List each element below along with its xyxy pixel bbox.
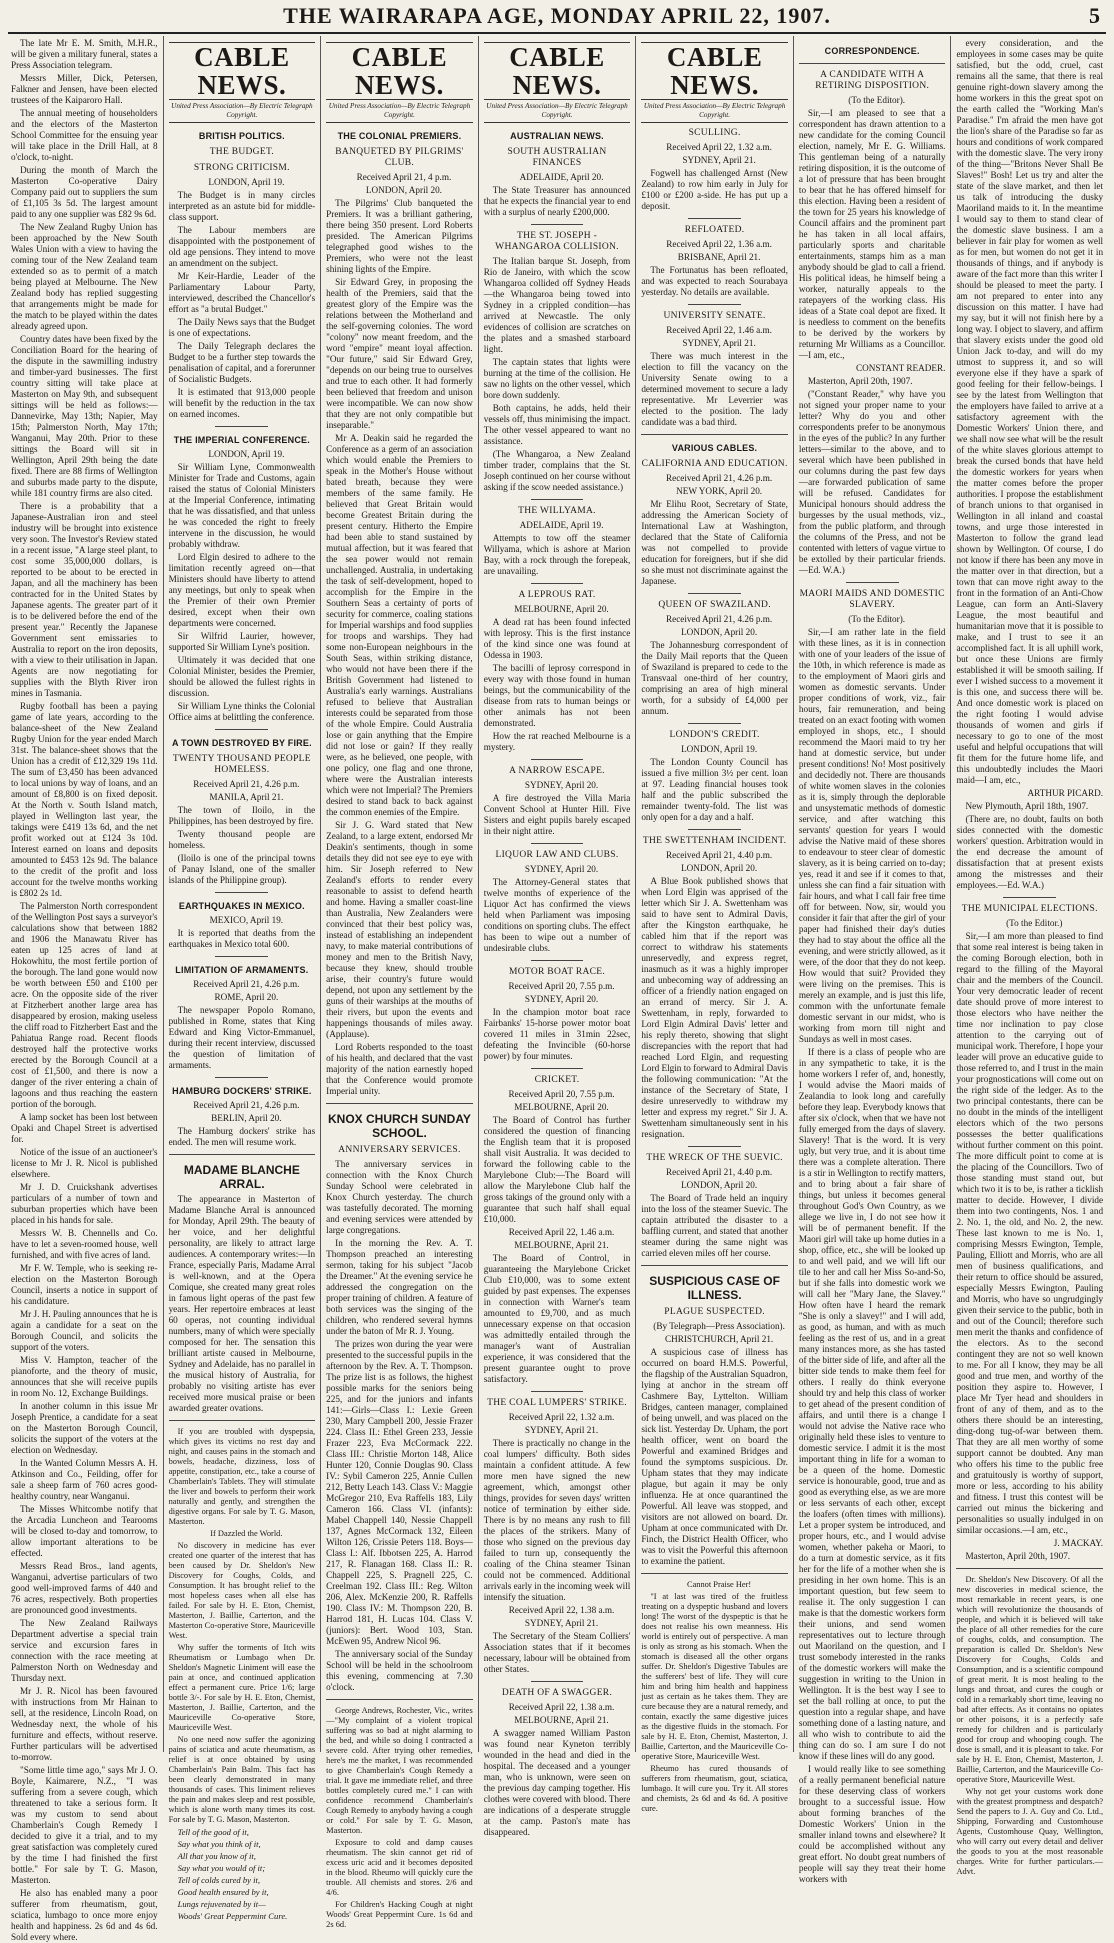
article-body: [641, 1347, 788, 1567]
column-1: [6, 36, 163, 1942]
paragraph: The Hamburg dockers' strike has ended. The men will resume work.: [168, 1126, 316, 1147]
divider: [688, 829, 741, 830]
article-body: [326, 1159, 473, 1693]
paragraph: Miss V. Hampton, teacher of the pianoforte, and the theory of music, announces that she will receive pupils in room No. 12, Exchange Buildings.: [11, 1355, 158, 1398]
section-heading: THE IMPERIAL CONFERENCE.: [173, 435, 310, 445]
cable-news-heading: CABLE NEWS.: [326, 42, 473, 100]
divider: [215, 426, 268, 427]
article-body: [169, 1126, 316, 1148]
paragraph: Messrs Miller, Dick, Petersen, Falkner and Jensen, have been elected trustees of the Kaiparoro Hall.: [11, 73, 158, 105]
article-body: [484, 1253, 631, 1385]
paragraph: During the month of March the Masterton Co-operative Dairy Company paid out to suppliers the sum of £1,105 3s 5d. The largest amount paid to any one supplier was £82 9s 6d.: [11, 165, 158, 219]
columns: [6, 36, 1108, 1942]
divider: [688, 304, 741, 305]
dateline: LONDON, April 20.: [681, 1180, 758, 1190]
paragraph: Mr J. D. Cruickshank advertises particulars of a number of town and suburban properties which have been placed in his hands for sale.: [11, 1182, 158, 1225]
letter-signature: ARTHUR PICARD.: [1027, 788, 1104, 798]
dateline: LONDON, April 20.: [365, 185, 442, 195]
paragraph: There is practically no change in the coal lumpers' difficulty. Both sides maintain a confident attitude. A few more men have signed the new agreement, which, amongst other things, provides for seven days' written notice of termination by either side. There is by no means any rush to fill the places of the strikers. Many of those who signed on the previous day failed to turn up, consequently the coaling of the China steamer Tsinan could not be commenced. Additional arrivals early in the incoming week will intensify the situation.: [483, 1438, 631, 1602]
paragraph: Twenty thousand people are homeless.: [168, 829, 316, 850]
dateline: MEXICO, April 19.: [209, 915, 284, 925]
paragraph: A dead rat has been found infected with leprosy. This is the first instance of the kind since one was found at Odessa in 1903.: [483, 617, 631, 660]
sub-heading: THE COAL LUMPERS' STRIKE.: [487, 1398, 627, 1408]
cable-news-heading: CABLE NEWS.: [169, 42, 316, 100]
article-body: [169, 805, 316, 886]
paragraph: Mr F. W. Temple, who is seeking re-election on the Masterton Borough Council, inserts a notice in support of his candidature.: [11, 1263, 158, 1306]
article-body: [484, 617, 631, 753]
article-body: [169, 190, 316, 420]
cable-news-heading: CABLE NEWS.: [641, 42, 788, 100]
article-body: [641, 351, 788, 428]
divider: [641, 1573, 788, 1574]
received-line: Received April 21, 4 p.m.: [356, 172, 452, 182]
paragraph: In the Wanted Column Messrs A. H. Atkinson and Co., Feilding, offer for sale a sheep farm of 760 acres good-healthy country, near Wanganui.: [11, 1458, 158, 1501]
column-5: [635, 36, 793, 1813]
paragraph: The annual meeting of householders and the electors of the Masterton School Committee for the ensuing year will take place in the Drill Hall, at 8 o'clock, to-night.: [11, 108, 158, 162]
article-body: [484, 256, 631, 493]
paragraph: A fire destroyed the Villa Maria Convent School at Hunter Hill. Five Sisters and eight pupils barely escaped in their night attire.: [483, 793, 631, 836]
sub-heading: CRICKET.: [534, 1075, 580, 1085]
paragraph: Country dates have been fixed by the Conciliation Board for the hearing of the dispute in the sawmilling industry and timber-yard businesses. The first country sitting will take place at Masterton on May 9th, and subsequent sittings will be held as follows:— Dannevirke, May 13th; Napier, May 15th; Palmerston North, May 17th; Wanganui, May 20th. Prior to these sittings the Board will sit in Wellington, April 29th being the date fixed. There are 88 firms of Wellington and suburbs made party to the dispute, while 181 country firms are also cited.: [11, 334, 158, 498]
paragraph: Both captains, he adds, held their vessels off, thus minimising the impact. The other vessel appeared to want no assistance.: [483, 403, 631, 446]
article-body: [641, 876, 788, 1140]
paragraph: There is a probability that a Japanese-Australian iron and steel industry will be brought into existence very soon. The Investor's Review stated in a recent issue, "A large steel plant, to cost some 35,000,000 dollars, is reported to be about to be erected in Japan, and all the machinery has been contracted for in the United States by Japanese agents. The greater part of it is to be delivered before the end of the present year." Recently the Japanese Government sent emissaries to Australia to report on the iron deposits, with a view to their utilisation in Japan. Agents are now negotiating for supplies with the Blyth River iron mines in Tasmania.: [11, 501, 158, 698]
paragraph: every consideration, and the employees in some cases may be quite satisfied, but the odd, cruel, cast remains all the same, that there is real genuine right-down slavery among the home workers in this the great spot on the earth called the "Working Man's Paradise." I'm afraid the men have got the lion's share of the Paradise so far as hours and conditions of work compared with the domestic slave. The very irony of the thing—"Britons Never Shall Be Slaves!" Bosh! Let us try and alter the state of the slave market, and then let us talk of introducing the dusky Maoriland maids to it. In the meantime I would say to them to stand clear of the domestic slave business. I am a believer in fair play for women as well as for men, but women do not get it in thousands of things, and if anybody is aware of the fact more than this writer I should be pleased to meet the party. I am not prepared to enter into any discussion on this matter. I have had my say, but it will not finish here by a long way. I object to slavery, and affirm that slavery exists under the good old Union Jack to-day, and will do my utmost to suppress it, and so will everyone else if they have a spark of good feeling for their fellow-beings. I see by the latest from Wellington that the employers have failed to arrive at a satisfactory agreement with the Domestic Workers' Union there, and we shall now see what will be the result of the white slaves glorious attempt to break the cursed bonds that have held the domestic workers for years when the matter comes before the proper authorities. I propose the establishment of branch unions to that organised in Wellington in all inland and coastal towns, and urge those interested in Masterton to follow the grand lead shown by Wellington. Of course, I do not know if there has been any move in the matter over in that direction, but a town that can move right away to the front in the formation of an Anti-Chow League, can form an Anti-Slavery League, the most beautiful and humanitarian move that it is possible to make, and I trust to see it an accomplished fact. It is all uphill work, but once these Unions are firmly established it will be smooth sailing. If ever I wished success to a movement it is this one, and success there will be. And once domestic work is placed on the right footing I would advise thousands of women and girls if necessary to go to one of the most useful and helpful occupations that will fit them for the future home life, and this undoubtedly includes the Maori maid—I am, etc.,: [956, 38, 1104, 785]
sub-heading: SOUTH AUSTRALIAN FINANCES: [507, 147, 607, 168]
paragraph: (Iloilo is one of the principal towns of Panay Island, one of the smaller islands of the Philippine group).: [168, 853, 316, 885]
cable-copyright-line: United Press Association—By Electric Telegraph Copyright.: [326, 102, 473, 123]
article-body: [484, 877, 631, 954]
sub-heading: SCULLING.: [688, 128, 741, 138]
dateline: ROME, April 20.: [214, 992, 279, 1002]
divider: [215, 956, 268, 957]
paragraph: Lord Roberts responded to the toast of his health, and declared that the vast majority of the nation earnestly hoped that the Conference would promote Imperial unity.: [326, 1042, 473, 1096]
divider: [531, 960, 584, 961]
paragraph: A lamp socket has been lost between Opaki and Chapel Street is advertised for.: [11, 1112, 158, 1144]
dateline: LONDON, April 19.: [208, 449, 285, 459]
paragraph: The anniversary services in connection with the Knox Church Sunday School were celebrated in Knox Church yesterday. The church was tastefully decorated. The morning and evening services were attended by large congregations.: [326, 1159, 473, 1235]
paragraph: Lord Elgin desired to adhere to the limitation recently agreed on—that Ministers should have liberty to attend any meetings, but only to speak when the Premier of their own Premier desired, except when their own departments were concerned.: [168, 552, 316, 628]
paragraph: The bacilli of leprosy correspond in every way with those found in human beings, but the communicability of the disease from rats to human beings or other animals has not been demonstrated.: [483, 663, 631, 728]
advertisement: Dr. Sheldon's New Discovery. Of all the new discoveries in medical science, the most remarkable in recent years, is one which will revolutionize the thousands of people, and which it is believed will take the place of all other remedies for the cure of coughs, colds, and consumption. The preparation is called Dr. Sheldon's New Discovery for Coughs, Colds and Consumption, and is a scientific compound of great merit. It is most healing to the lungs and throat, and cures the cough or cold in a remarkably short time, leaving no bad after effects. As it contains no opiates or other poisons, it is a perfectly safe remedy for children and is particularly good for croup and whooping cough. The dose is small, and it is pleasant to take. For sale by H. E. Eton, Chemist, Masterton, J. Baillie, Carterton, and the Mauriceville Co-operative Store, Mauriceville West.: [956, 1575, 1104, 1784]
dateline: MANILA, April 21.: [209, 792, 284, 802]
paragraph: The anniversary social of the Sunday School will be held in the schoolroom this evening, commencing at 7.30 o'clock.: [326, 1649, 473, 1692]
advertisement: Exposure to cold and damp causes rheumatism. The skin cannot get rid of excess uric acid and it becomes deposited in the blood. Rheumo will quickly cure the trouble. All chemists and stores. 2/6 and 4/6.: [326, 1838, 473, 1897]
paragraph: Sir J. G. Ward stated that New Zealand, to a large extent, endorsed Mr Deakin's sentiments, though in some details they did not see eye to eye with him. Sir Joseph referred to New Zealand's efforts to render every reasonable to assist to defend hearth and home. Having a smaller coast-line than Australia, New Zealanders were convinced that their best policy was, instead of establishing an independent navy, to make material contributions of money and men to the British Navy, because they knew, should trouble arise, their country's future would depend, not upon any settlement by the guns of their warships at the mouths of their rivers, but upon the events and happenings thousands of miles away. (Applause).: [326, 820, 473, 1039]
advertisement-heading: Cannot Praise Her!: [687, 1580, 752, 1589]
paragraph: If there is a class of people who are in any sympathetic to take, it is the home workers I refer of, and, honestly, I would advise the Maori maids of Zealandia to look long and carefully before they leap. Everybody knows that after six o'clock, when that we have not fully emerged from the days of slavery. Slavery! That is the word. It is very ugly, but very true, and it is about time there was a complete alteration. There is a stir in Wellington to rectify matters, and to bring about a fair share of things, but unless it becomes general throughout God's Own Country, as we allege we live in, I do not see how it will be of permanent benefit. If the Maori girl will take up home duties in a shop, office, etc., she will be looked up to and well paid, and we will lift our tile to her and call her Miss So-and-So, but if she falls into domestic work we will call her "Mary Jane, the Slavey." How often have I heard the remark "She is only a slavey!" and I will add, as good, as human, and with as much feeling as the rest of us, and in a great many instances more, as she has tasted of the bitter side of life, and after all the bitter side tends to make them feel for others. I really do think everyone should try and help this class of worker to get ahead of the present condition of affairs, and until there is a change I would not advise the Native race who originally held these isles to venture to domestic service. I admit it is the most important thing in life for a woman to be a queen of the home. Domestic service is honourable, good, true and as good as everything else, as we are more or less servants of each other, except the loafers (often times with millions). Let a proper system be introduced, and proper hours, etc., and I would advise women, whether pakeha or Maori, to do a turn at domestic service, as it fits her for the life of a mother when she is presiding in her own home. This is an important question, but few seem to realise it. The only suggestion I can make is that the domestic workers form their unions, and send women representatives out to lecture through out Maoriland on the question, and I trust somebody interested in the ranks of the domestic workers will make the suggestion in writing to the Union in Wellington. It is the best way I see to set the ball rolling at once, to put the question into a regular shape, and have something done of a lasting nature, and all who wish to contribute to aid the thing can do so. I am sure I do not know if these lines will do any good.: [798, 1047, 946, 1761]
paragraph: Sir Wilfrid Laurier, however, supported Sir William Lyne's position.: [168, 631, 316, 652]
dateline: CHRISTCHURCH, April 21.: [664, 1334, 774, 1344]
sub-heading: PLAGUE SUSPECTED.: [664, 1307, 765, 1317]
paragraph: The Daily Telegraph declares the Budget to be a further step towards the penalisation of capital, and a forerunner of Socialistic Budgets.: [168, 341, 316, 384]
dateline: ADELAIDE, April 19.: [519, 520, 604, 530]
paragraph: Ultimately it was decided that one Colonial Minister, besides the Premier, should be allowed the fullest rights in discussion.: [168, 655, 316, 698]
paragraph: The Palmerston North correspondent of the Wellington Post says a surveyor's calculations show that between 1882 and 1906 the Manawatu River has eaten up 125 acres of land at Hokowhitu, the most fertile portion of the borough. The land gone would now be worth between £50 and £100 per acre. On the opposite side of the river at Fitzherbert another large area has disappeared by erosion, making useless the cliff road to Fitzherbert East and the Pahiatua Range road. Recent floods destroyed half the protective works erected by the Borough Council at a cost of £1,500, and there is now a danger of the river entering a chain of lagoons and thus reaching the eastern portion of the borough.: [11, 901, 158, 1109]
divider: [531, 224, 584, 225]
dateline: SYDNEY, April 21.: [524, 1425, 599, 1435]
paragraph: Say what you think of it,: [177, 1839, 261, 1849]
paragraph: Attempts to tow off the steamer Willyama, which is ashore at Marion Bay, with a rock through the forepeak, are unavailing.: [483, 533, 631, 576]
sub-heading: QUEEN OF SWAZILAND.: [658, 600, 771, 610]
sub-heading: TWENTY THOUSAND PEOPLE HOMELESS.: [172, 754, 311, 775]
paragraph: Tell of the good of it,: [177, 1827, 249, 1837]
column-6: [793, 36, 951, 1884]
received-line: Received April 22, 1.38 a.m.: [508, 1605, 615, 1615]
dateline: BERLIN, April 20.: [211, 1113, 282, 1123]
paragraph: He also has enabled many a poor sufferer from rheumatism, gout, sciatica, lumbago to once more enjoy health and happiness. 2s 6d and 4s 6d. Sold every where.: [11, 1888, 158, 1942]
paragraph: Sir,—I am pleased to see that a correspondent has drawn attention to a new candidate for the coming Council election, namely, Mr E. G. Williams. This gentleman being of a naturally retiring disposition, it is the outcome of a lot of pressure that has been brought to bear that he has offered himself for this election. Having been a resident of the town for 25 years his knowledge of Council affairs and the prominent part he has taken in all local affairs, particularly sports and charitable entertainments, stamps him as a man anybody should be glad to call a friend. His political ideas, he himself being a worker, naturally appeals to the ratepayers of the working class. His ideas of a State coal depot are fixed. It is needless to comment on the benefits to be derived by the workers by returning Mr Williams as a Councillor.—I am, etc.,: [798, 108, 946, 360]
dateline: LONDON, April 20.: [681, 863, 758, 873]
article-body: [641, 757, 788, 823]
to-the-editor: (To the Editor).: [848, 95, 906, 105]
divider: [169, 1420, 316, 1421]
advertisement: No discovery in medicine has ever created one quarter of the interest that has been caused by Dr. Sheldon's New Discovery for Coughs, Colds, and Consumption. It has brought relief to the most hopeless cases when all else has failed. For sale by H. E. Eton, Chemist, Masterton, J. Baillie, Carterton, and the Masterton Co-operative Store, Mauriceville West.: [168, 1541, 316, 1640]
received-line: Received April 21, 4.26 p.m.: [666, 614, 773, 624]
paragraph: The Board of Trade held an inquiry into the loss of the steamer Suevic. The captain attributed the disaster to a baffling current, and stated that another steamer during the same night was carried eleven miles off her course.: [641, 1193, 788, 1258]
divider: [531, 759, 584, 760]
sub-heading: A NARROW ESCAPE.: [509, 766, 605, 776]
letter-signature: CONSTANT READER.: [856, 363, 946, 373]
divider: [531, 1681, 584, 1682]
paragraph: It is reported that deaths from the earthquakes in Mexico total 600.: [168, 928, 316, 949]
advertisement-poem: [169, 1827, 316, 1921]
divider: [846, 582, 899, 583]
editor-note: [956, 814, 1103, 891]
paragraph: (The Whangaroa, a New Zealand timber trader, complains that the St. Joseph continued on her course without asking if the scow needed assistance.): [483, 449, 631, 492]
section-heading: THE COLONIAL PREMIERS.: [337, 131, 462, 141]
sub-heading: A CANDIDATE WITH A RETIRING DISPOSITION.: [815, 70, 930, 91]
sub-heading: THE WILLYAMA.: [518, 506, 596, 516]
advertisement: If you are troubled with dyspepsia, which gives its victims no rest day and night, and causes pains in the stomach and bowels, headache, dizziness, loss of appetite, constipation, etc., take a course of Chamberlain's Tablets. They will stimulate the liver and bowels to perform their work naturally and gently, and strengthen the digestive organs. For sale by T. G. Mason, Masterton.: [168, 1427, 316, 1526]
received-line: Received April 20, 7.55 p.m.: [508, 1089, 615, 1099]
paragraph: Mr Keir-Hardie, Leader of the Parliamentary Labour Party, interviewed, described the Chancellor's effort as "a brutal Budget.": [168, 271, 316, 314]
divider: [956, 1568, 1103, 1569]
sub-heading: BANQUETED BY PILGRIMS' CLUB.: [335, 147, 464, 168]
divider: [531, 583, 584, 584]
dateline: SYDNEY, April 21.: [682, 155, 756, 165]
sub-heading: THE BUDGET.: [209, 147, 275, 157]
article-body: [484, 1438, 631, 1603]
dateline: LONDON, April 19.: [681, 744, 758, 754]
dateline: MELBOURNE, April 20.: [514, 1102, 609, 1112]
article-body: [169, 1194, 316, 1414]
divider: [1003, 897, 1056, 898]
paragraph: Notice of the issue of an auctioneer's license to Mr J. R. Nicol is published elsewhere.: [11, 1147, 158, 1179]
paragraph: The Attorney-General states that twelve months of experience of the Liquor Act has confirmed the views held when Parliament was imposing conditions on sporting clubs. The effect has been to wipe out a number of undesirable clubs.: [483, 877, 631, 953]
article-body: [326, 198, 473, 1097]
advertisement: Rheumo has cured thousands of sufferers from rheumatism, gout, sciatica, lumbago. It will cure you. Try it. All stores and chemists, 2s 6d and 4s 6d. A positive cure.: [641, 1764, 788, 1813]
letter-body: [956, 38, 1103, 786]
paragraph: The Budget is in many circles interpreted as an astute bid for middle-class support.: [168, 190, 316, 222]
sub-heading: MAORI MAIDS AND DOMESTIC SLAVERY.: [799, 589, 945, 610]
advertisement: No one need now suffer the agonizing pains of sciatica and acute rheumatism, as relief is at once obtained by using Chamberlain's Pain Balm. This fact has been clearly demonstrated in many thousands of cases. This liniment relieves the pain and makes sleep and rest possible, which is alone worth many times its cost. For sale by T. G. Mason, Masterton.: [168, 1735, 316, 1824]
paragraph: The New Zealand Rugby Union has been approached by the New South Wales Union with a view to having the coming tour of the New Zealand team extended so as to permit of a match being played at Melbourne. The New Zealand body has replied suggesting that arrangements might be made for the match to be played within the dates already agreed upon.: [11, 222, 158, 331]
advertisement: George Andrews, Rochester, Vic., writes—"My complaint of a violent tropical suffering was so bad at night alarming to the bed, and while so doing I contracted a severe cold. After trying other remedies, here's me the market, I was recommended to give Chamberlain's Cough Remedy a trial. It gave me immediate relief, and three bottles completely cured me." I can with confidence recommend Chamberlain's Cough Remedy to anybody having a cough or cold." For sale by T. G. Mason, Masterton.: [326, 1706, 473, 1835]
advertisement: "I at last was tired of the fruitless treating on a dyspeptic husband and lovers long! The worst of the dyspeptic is that he does not realise his own meanness. His world is entirely out of perspective. A man is only as strong as his stomach. When the stomach is diseased all the other organs suffer. Dr. Sheldon's Digestive Tabules are the sufferers' best of life. They will cure him and bring him health and happiness just as certain as he takes them. They are cure because they are a natural remedy, and contain, exactly the same digestive juices as the digestive fluids in the stomach. For sale by H. E. Eton, Chemist, Masterton, J. Baillie, Carterton, and the Mauriceville Co-operative Store, Mauriceville West.: [641, 1592, 788, 1761]
paragraph: In another column in this issue Mr Joseph Prentice, a candidate for a seat on the Masterton Borough Council, solicits the support of the voters at the election on Wednesday.: [11, 1401, 158, 1455]
article-body: [641, 640, 788, 717]
paragraph: The Misses Whitcombe notify that the Arcadia Luncheon and Tearooms will be closed to-day and tomorrow, to allow important alterations to be effected.: [11, 1504, 158, 1558]
section-heading: AUSTRALIAN NEWS.: [510, 131, 604, 141]
paragraph: "Some little time ago," says Mr J. O. Boyle, Kaimarere, N.Z., "I was suffering from a severe cough, which threatened to take a serious form. It was my custom to send about Chamberlain's Cough Remedy I decided to give it a trial, and to my great satisfaction was completely cured by the time I had finished the first bottle." For sale by T. G. Mason, Masterton.: [11, 1765, 158, 1885]
dateline: ADELAIDE, April 20.: [519, 172, 604, 182]
letter-place-date: Masterton, April 20th, 1907.: [807, 376, 913, 386]
letter-body: [799, 627, 946, 1885]
paragraph: I would really like to see something of a really permanent beneficial nature for these deserving class of workers brought to a successful issue. How about forming branches of the Domestic Workers' Union in the smaller inland towns and elsewhere? It could be accomplished without any great effort. No doubt great numbers of people will say they treat their home workers with: [798, 1764, 946, 1884]
paragraph: Sir William Lyne thinks the Colonial Office aims at belittling the conference.: [168, 701, 316, 722]
paragraph: Woods' Great Peppermint Cure.: [177, 1911, 288, 1921]
paragraph: The prizes won during the year were presented to the successful pupils in the afternoon by the Rev. A. T. Thompson. The prize list is as follows, the highest possible marks for the seniors being 225, and for the juniors and infants 141:—Girls—Class I.: Lexie Green 230, Mary Campbell 200, Jessie Frazer 224. Class II.: Ethel Green 233, Jessie Frazer 223, Eva McCormack 222. Class III.: Christie Morton 148, Alice Hunter 120, Connie Douglas 90. Class IV.: Sybil Cameron 225, Annie Cullen 212, Betty Leach 143. Class V.: Maggie McGregor 210, Eva Raffells 183, Lily Cameron 166. Class VI. (infants): Mabel Chappell 140, Nessie Chappell 137, Agnes McCormack 132, Eileen Wilton 126, Crissie Peters 118. Boys—Class I.: Alf. Ibbotsen 225, A. Harrod 217, R. Flanagan 168. Class II.: R. Chappell 225, S. Pragnell 225, C. Creelman 192. Class III.: Reg. Wilton 206, Alex. McKenzie 200, R. Raffells 190. Class IV.: M. Thompson 220, B. Harrod 181, H. Lucas 104. Class V. (juniors): Bert. Wood 103, Stan. McEwen 95, Andrew Nicol 96.: [326, 1339, 473, 1646]
divider: [169, 1154, 316, 1155]
paragraph: Fogwell has challenged Arnst (New Zealand) to row him early in July for £100 or £200 a-side. He has put up a deposit.: [641, 168, 788, 211]
cable-news-heading: CABLE NEWS.: [484, 42, 631, 100]
divider: [641, 1265, 788, 1266]
column-2: [163, 36, 321, 1921]
paragraph: Mr J. H. Pauling announces that he is again a candidate for a seat on the Borough Council, and solicits the support of the voters.: [11, 1309, 158, 1352]
article-body: [641, 1193, 788, 1259]
paragraph: Messrs Read Bros., land agents, Wanganui, advertise particulars of two good well-improved farms of 440 and 76 acres, respectively. Both properties are pronounced good investments.: [11, 1561, 158, 1615]
sub-heading: UNIVERSITY SENATE.: [663, 311, 766, 321]
paragraph: Mr J. R. Nicol has been favoured with instructions from Mr Hainan to sell, at the residence, Lincoln Road, on Wednesday next, the whole of his furniture and effects, without reserve. Further particulars will be advertised to-morrow.: [11, 1686, 158, 1762]
cable-copyright-line: United Press Association—By Electric Telegraph Copyright.: [484, 102, 631, 123]
sub-heading: ANNIVERSARY SERVICES.: [338, 1145, 461, 1155]
received-line: Received April 22, 1.46 a.m.: [666, 325, 772, 335]
dateline: SYDNEY, April 20.: [524, 780, 599, 790]
divider: [641, 434, 788, 435]
received-line: Received April 21, 4.40 p.m.: [666, 1167, 773, 1177]
paragraph: The State Treasurer has announced that he expects the financial year to end with a surplus of nearly £200,000.: [483, 185, 631, 217]
sub-heading: THE SWETTENHAM INCIDENT.: [642, 836, 787, 846]
sub-heading: LONDON'S CREDIT.: [669, 730, 760, 740]
sub-heading: DEATH OF A SWAGGER.: [501, 1688, 613, 1698]
dateline: BRISBANE, April 21.: [677, 252, 761, 262]
section-heading: CORRESPONDENCE.: [824, 46, 920, 56]
paragraph: The Johannesburg correspondent of the Daily Mail reports that the Queen of Swaziland is prepared to cede to the Transvaal one-third of her country, comprising an area of high mineral worth, for a subsidy of £4,000 per annum.: [641, 640, 788, 716]
section-heading: VARIOUS CABLES.: [671, 443, 758, 453]
column-4: [478, 36, 636, 1837]
paragraph: Sir Edward Grey, in proposing the health of the Premiers, said that the greatest glory of the Empire was the relations between the Motherland and the self-governing colonies. The word "colony" now meant freedom, and the word "empire" meant loyal affection. "Our future," said Sir Edward Grey, "depends on our being true to ourselves and true to each other. It had formerly been believed that freedom and unison were incompatible. We can now show that they are not only compatible but inseparable.": [326, 277, 473, 430]
divider: [531, 1391, 584, 1392]
divider: [531, 843, 584, 844]
dateline: SYDNEY, April 20.: [524, 994, 599, 1004]
paragraph: Sir,—I am more than pleased to find that some real interest is being taken in the coming Borough election, both in regard to the filling of the Mayoral chair and the members of the Council. Your very democratic leader of recent date should prove of more interest to those electors who have neither the time nor inclination to pay close attention to the carrying out of municipal work. Therefore, I hope your leader will prove an educative guide to those referred to, and I trust in the main your prognostications will come out on the right side of the ledger. As to the two principal contestants, there can be no doubt in the minds of the intelligent electors which of the two persons possesses the better qualifications without further comment on this point. The more difficult point to come at is the placing of the Councillors. Two of those standing must stand out, but which two it is to be, is rather a ticklish matter to decide. However, I divide them into two contingents, Nos. 1 and 2. No. 1, the old, and No. 2, the new. These last known to me is No. 1, comprising Messrs Ewington, Temple, Pauling, Elliott and Morris, who are all men of business qualifications, and their return to office should be assured, especially Messrs Ewington, Pauling and Morris, who have so ungrudgingly given their service to the public, both in and out of the Council; therefore such men merit the thanks and confidence of the electors. As to the second contingent they are not so well known to me. For all I know, they may be all good and true men, and worthy of the position they aspire to. However, I place Mr Tyer head and shoulders in front of any of them, and as to the others there should be an interesting, ding-dong tug-of-war between them. That they are all men worthy of some support cannot be doubted. Any man who offers his time to the public free and gratuitously is worthy of support, more or less, according to his ability and fitness. I trust this contest will be carried out minus the bickering and personalities so usually indulged in on similar occasions.—I am, etc.,: [956, 931, 1104, 1535]
paragraph: Mr Elihu Root, Secretary of State, addressing the American Society of International Law at Washington, declared that the State of California was not compelled to provide education for foreigners, but if she did so she must not discriminate against the Japanese.: [641, 499, 788, 586]
paragraph: Lungs rejuvenated by it—: [177, 1899, 266, 1909]
paragraph: Sir,—I am rather late in the field with these lines, as it is in connection with one of your leaders of the issue of the 10th, in which reference is made as to the employment of Maori girls and women as domestic servants. Under proper conditions of work, viz., fair hours, fair remuneration, and being treated on an exact footing with women employed in shops, etc., I should recommend the Maori maid to try her hand at domestic service, but under present conditions! No! Most positively and decidedly not. There are thousands of white women slaves in the colonies as it is, simply through the deplorable and unsystematic methods of domestic service, and after watching this servants' question for years I would advise the Native maid of these shores to endeavour to steer clear of domestic slavery, as it is being carried on to-day; yes, read it and see if it comes to that, unless she can find a fair situation with fair hours, and what I call fair free time off for between. Now, sir, would you consider it fair that after the girl of your paper had finished their day's duties they had to stay about the office all the evening, and were strictly allowed, as it were, of the door that they do not keep. How would that suit? Provided they were living on the premises. This is merely an example, and is just this life, common with the unfortunate female domestic servant in our midst, who is working from morn till night and Sundays as well in most cases.: [798, 627, 946, 1044]
article-body: [484, 1007, 631, 1062]
paragraph: The Fortunatus has been refloated, and was expected to reach Sourabaya yesterday. No details are available.: [641, 265, 788, 297]
masthead: [0, 0, 1114, 34]
received-line: Received April 22, 1.38 a.m.: [508, 1702, 615, 1712]
paragraph: The town of Iloilo, in the Philippines, has been destroyed by fire.: [168, 805, 316, 826]
letter-body: [799, 108, 946, 361]
letter-body: [956, 931, 1103, 1536]
paragraph: The Board of Control, in guaranteeing the Marylebone Cricket Club £10,000, was to some extent guided by past expenses. The expenses in connection with Warner's team amounted to £9,700, and as much unnecessary expense on that occasion was admittedly entailed through the manager's want of Australian experience, it was considered that the present guarantee ought to prove satisfactory.: [483, 1253, 631, 1384]
divider: [688, 218, 741, 219]
section-heading: A TOWN DESTROYED BY FIRE.: [171, 738, 312, 748]
section-heading-large: MADAME BLANCHE ARRAL.: [183, 1163, 300, 1191]
divider: [326, 1103, 473, 1104]
section-heading: HAMBURG DOCKERS' STRIKE.: [172, 1086, 312, 1096]
paragraph: A Blue Book published shows that when Lord Elgin was apprised of the letter which Sir J. A. Swettenham was said to have sent to Admiral Davis, after the Kingston earthquake, he cabled him that if the report was correct to withdraw his statements unreservedly, and express regret, inasmuch as it was a highly improper and unbecoming way of addressing an officer of a friendly nation engaged on an errand of mercy. Sir J. A. Swettenham, in reply, forwarded to Lord Elgin Admiral Davis' letter and his reply thereto, showing that slight discrepancies with the report that had reached Lord Elgin, and requesting Lord Elgin to forward to Admiral Davis the following communication: "At the instance of the Secretary of State, I desire unreservedly to withdraw my letter and express my regret." Sir J. A. Swettenham simultaneously sent in his resignation.: [641, 876, 788, 1139]
article-body: [641, 265, 788, 298]
divider: [688, 723, 741, 724]
divider: [688, 593, 741, 594]
article-body: [169, 1005, 316, 1071]
received-line: Received April 21, 4.26 p.m.: [193, 1100, 300, 1110]
dateline: MELBOURNE, April 21.: [514, 1240, 609, 1250]
paragraph: Tell of colds cured by it,: [177, 1875, 261, 1885]
letter-signature: J. MACKAY.: [1053, 1538, 1104, 1548]
dateline: MELBOURNE, April 21.: [514, 1715, 609, 1725]
received-line: Received April 22, 1.46 a.m.: [508, 1227, 615, 1237]
received-line: Received April 21, 4.26 p.m.: [666, 473, 773, 483]
divider: [326, 1699, 473, 1700]
article-body: [484, 1115, 631, 1225]
paragraph: All that you know of it,: [177, 1851, 256, 1861]
letter-place-date: New Plymouth, April 18th, 1907.: [965, 801, 1089, 811]
sub-heading: REFLOATED.: [684, 225, 745, 235]
sub-heading: A LEPROUS RAT.: [518, 590, 596, 600]
dateline: NEW YORK, April 20.: [676, 486, 763, 496]
dateline: LONDON, April 20.: [681, 627, 758, 637]
paragraph: How the rat reached Melbourne is a mystery.: [483, 731, 631, 752]
sub-heading: THE MUNICIPAL ELECTIONS.: [961, 904, 1098, 914]
article-body: [641, 499, 788, 587]
article-body: [484, 1728, 631, 1838]
paragraph: Messrs W. B. Chennells and Co. have to let a seven-roomed house, well furnished, and with five acres of land.: [11, 1228, 158, 1260]
article-body: [169, 462, 316, 723]
sub-heading: CALIFORNIA AND EDUCATION.: [641, 459, 788, 469]
section-heading: EARTHQUAKES IN MEXICO.: [178, 901, 305, 911]
paragraph: The late Mr E. M. Smith, M.H.R., will be given a military funeral, states a Press Association telegram.: [11, 38, 158, 70]
paragraph: The Board of Control has further considered the question of financing the English team that it is proposed shall visit Australia. It was decided to forward the following cable to the Marylebone Club:—The Board will allow the Marylebone Club half the gross takings of the ground only with a guarantee that such half shall equal £10,000.: [483, 1115, 631, 1224]
advertisement: For Children's Hacking Cough at night Woods' Great Peppermint Cure. 1s 6d and 2s 6d.: [326, 1900, 473, 1929]
paragraph: Sir William Lyne, Commonwealth Minister for Trade and Customs, again raised the status of Colonial Ministers at the Imperial Conference, intimating that he was dissatisfied, and that unless he was conceded the right to freely intervene in the discussion, he would probably withdraw.: [168, 462, 316, 549]
article-body: [484, 793, 631, 837]
paragraph: The Pilgrims' Club banqueted the Premiers. It was a brilliant gathering, there being 350 present. Lord Roberts presided. The American Pilgrims telegraphed good wishes to the Premiers, who were not the least shining lights of the Empire.: [326, 198, 473, 274]
divider: [688, 1146, 741, 1147]
divider: [531, 499, 584, 500]
paragraph: The newspaper Popolo Romano, published in Rome, states that King Edward and King Victor-Emmanuel, during their recent interview, discussed the question of limitation of armaments.: [168, 1005, 316, 1070]
paragraph: Mr A. Deakin said he regarded the Conference as a germ of an association which would enable the Premiers to speak in the Mother's House without bated breath, because they were members of the same family. He believed that Great Britain would become Greatest Britain during the present century. Hitherto the Empire had been able to stand sustained by mutual affection, but it was feared that the sea power would not remain unchallenged. Australia, in undertaking the task of self-development, hoped to accomplish for the Empire in the Southern Seas a certainty of ports of security for commerce, coaling stations for Imperial warships and food supplies for troops and warships. They had some non-European neighbours in the South Seas, within striking distance, who would not have been there if the British Government had listened to Australia's early warnings. Australians refused to believe that Australian interests could be separated from those of the whole Empire. Could Australia lose or gain anything that the Empire did not lose or gain? If they really were, as he believed, one people, with one policy, one flag and one throne, where were the Australian interests which were not Imperial? The Premiers desired to stand back to back against the common enemies of the Empire.: [326, 433, 473, 817]
paragraph: The Secretary of the Steam Colliers' Association states that if it becomes necessary, labour will be obtained from other States.: [483, 1631, 631, 1674]
sub-heading: THE WRECK OF THE SUEVIC.: [646, 1153, 783, 1163]
received-line: Received April 21, 4.26 p.m.: [193, 779, 300, 789]
masthead-rule: [8, 32, 1106, 34]
letter-place-date: Masterton, April 20th, 1907.: [965, 1551, 1071, 1561]
dateline: SYDNEY, April 21.: [682, 338, 756, 348]
page-number: 5: [1089, 3, 1100, 28]
dateline: SYDNEY, April 21.: [524, 1618, 599, 1628]
sub-heading: LIQUOR LAW AND CLUBS.: [495, 850, 619, 860]
cable-copyright-line: United Press Association—By Electric Telegraph Copyright.: [641, 102, 788, 123]
received-line: Received April 21, 4.26 p.m.: [193, 979, 300, 989]
paragraph: A swagger named William Paston was found near Kyneton terribly wounded in the head and died in the hospital. The deceased and a younger man, who is unknown, were seen on the previous day camping together. His clothes were covered with blood. There are indications of a desperate struggle at the camp. Paston's mate has disappeared.: [483, 1728, 631, 1837]
advertisement-heading: If Dazzled the World.: [210, 1529, 283, 1538]
paragraph: Good health ensured by it,: [177, 1887, 269, 1897]
editor-note: [799, 389, 946, 576]
received-line: Received April 22, 1.36 a.m.: [666, 239, 772, 249]
column-7: [950, 36, 1108, 1876]
dateline: SYDNEY, April 20.: [524, 864, 599, 874]
section-heading: BRITISH POLITICS.: [198, 131, 285, 141]
paragraph: Rugby football has been a paying game of late years, according to the balance-sheet of the New Zealand Rugby Union for the year ended March 31st. The balance-sheet shows that the Union has a credit of £12,329 19s 11d. The sum of £3,450 has been advanced to local unions by way of loans, and an amount of £8,800 is on fixed deposit. At the North v. South Island match, played in Wellington last year, the takings were £419 13s 6d, and the net profit worked out at £124 3s 10d. Interest earned on loans and deposits amounted to £453 12s 9d. The balance to the credit of the profit and loss account for the twelve months working is £802 2s 1d.: [11, 701, 158, 898]
paragraph: The captain states that lights were burning at the time of the collision. He saw no lights on the other vessel, which bore down suddenly.: [483, 357, 631, 400]
paragraph: Say what you would of it;: [177, 1863, 266, 1873]
divider: [799, 63, 946, 64]
received-line: Received April 22, 1.32 a.m.: [666, 142, 772, 152]
paragraph: (There are, no doubt, faults on both sides connected with the domestic workers' question. Arbitration would in the end decrease the amount of dissatisfaction that at present exists among the mistresses and their employees.—Ed. W.A.): [956, 814, 1104, 890]
masthead-title: THE WAIRARAPA AGE, MONDAY APRIL 22, 1907.: [283, 3, 831, 28]
to-the-editor: (To the Editor).: [848, 614, 906, 624]
paragraph: In the champion motor boat race Fairbanks' 15-horse power motor boat covered 11 miles in 31min 22sec, defeating the Invincible (60-horse power) by four minutes.: [483, 1007, 631, 1061]
section-heading-large: KNOX CHURCH SUNDAY SCHOOL.: [327, 1112, 471, 1140]
received-line: Received April 20, 7.55 p.m.: [508, 981, 615, 991]
paragraph: The New Zealand Railways Department advertise a special train service and excursion fares in connection with the race meeting at Palmerston North on Wednesday and Thursday next.: [11, 1618, 158, 1683]
sub-heading: MOTOR BOAT RACE.: [509, 967, 606, 977]
dateline: MELBOURNE, April 20.: [514, 604, 609, 614]
divider: [531, 1068, 584, 1069]
paragraph: The London County Council has issued a five million 3½ per cent. loan at 97. Leading financial houses took half and the public subscribed the remainder twenty-fold. The list was only open for a day and a half.: [641, 757, 788, 822]
divider: [215, 1077, 268, 1078]
article-body: [169, 928, 316, 950]
byline: (By Telegraph—Press Association).: [653, 1321, 785, 1331]
paragraph: There was much interest in the election to fill the vacancy on the University Senate owing to a determined movement to secure a lady representative. Mr Leverrier was elected to the position. The lady candidate was a bad third.: [641, 351, 788, 427]
sub-heading: THE ST. JOSEPH - WHANGAROA COLLISION.: [495, 231, 619, 252]
paragraph: The appearance in Masterton of Madame Blanche Arral is announced for Monday, April 29th. The beauty of her voice, and her delightful personality, are likely to attract large audiences. A contemporary writes:—In France, especially Paris, Madame Arral is well-known, and at the Opera Comique, she created many great roles in famous light operas of the past few years. Her repertoire embraces at least 60 operas, not counting individual numbers, many of which were specially composed for her. The sensation this brilliant artiste caused in Melbourne, Sydney and Adelaide, has no parallel in the musical history of Australia, for probably no visiting artiste has ever received more musical praise or been awarded greater ovations.: [168, 1194, 316, 1413]
article-body: [484, 1631, 631, 1675]
paragraph: The Daily News says that the Budget is one of expectations.: [168, 317, 316, 338]
paragraph: In the morning the Rev. A. T. Thompson preached an interesting sermon, taking for his subject "Jacob the Dreamer." At the evening service he addressed the congregation on the proper training of children. A feature of both services was the singing of the children, who rendered several hymns under the baton of Mr R. J. Young.: [326, 1238, 473, 1336]
local-news: [11, 38, 158, 1943]
advertisement: Why suffer the torments of Itch wits Rheumatism or Lumbago when Dr. Sheldon's Magnetic Liniment will ease the pain at once, and continued application effect a permanent cure. Price 1/6; large bottle 3/-. For sale by H. E. Eton, Chemist, Masterton, J. Baillie, Carterton, and the Mauriceville Co-operative Store, Mauriceville West.: [168, 1643, 316, 1732]
sub-heading: STRONG CRITICISM.: [193, 163, 290, 173]
paragraph: The Italian barque St. Joseph, from Rio de Janeiro, with which the scow Whangaroa collided off Sydney Heads —the Whangaroa being towed into Sydney in a crippled condition—has arrived at Newcastle. The only evidences of collision are scratches on the plates and a smashed starboard light.: [483, 256, 631, 354]
article-body: [641, 168, 788, 212]
received-line: Received April 22, 1.32 a.m.: [508, 1412, 615, 1422]
section-heading-large: SUSPICIOUS CASE OF ILLNESS.: [649, 1274, 780, 1302]
to-the-editor: (To the Editor.): [1006, 918, 1063, 928]
article-body: [484, 533, 631, 577]
received-line: Received April 21, 4.40 p.m.: [666, 850, 773, 860]
paragraph: ("Constant Reader," why have you not signed your proper name to your letter? Why do you and other correspondents prefer to be anonymous in the eyes of the public? In any further letters—similar to the above, and to several which have been published in our columns during the past few days—are forwarded publication of same will be refused. Candidates for Municipal honours should address the burgesses by the usual methods, viz., from the public platform, and through the columns of the Press, and not be contented with letters of vague virtue to be extolled by their particular friends.—Ed. W.A.): [798, 389, 946, 575]
dateline: LONDON, April 19.: [208, 177, 285, 187]
article-body: [484, 185, 631, 218]
column-3: [320, 36, 478, 1929]
paragraph: A suspicious case of illness has occurred on board H.M.S. Powerful, the flagship of the Australian Squadron, lying at anchor in the stream off Cashmere Bay, Lyttelton. William Bridges, canteen manager, complained of being unwell, and was placed on the sick list. Yesterday Dr. Upham, the port health officer, went on board the Powerful and examined Bridges and found the symptoms suspicious. Dr. Upham states that they may indicate plague, but again it may be only influenza. He at once quarantined the Powerful. All leave was stopped, and visitors are not allowed on board. Dr. Upham at once communicated with Dr. Finch, the District Health Officer, who was to visit the Powerful this afternoon to examine the patient.: [641, 1347, 788, 1566]
cable-copyright-line: United Press Association—By Electric Telegraph Copyright.: [169, 102, 316, 123]
paragraph: It is estimated that 913,000 people will benefit by the reduction in the tax on earned incomes.: [168, 387, 316, 419]
paragraph: The Labour members are disappointed with the postponement of old age pensions. They intend to move an amendment on the subject.: [168, 225, 316, 268]
advertisement: Why not get your customs work done with the greatest promptness and despatch? Send the papers to J. A. Guy and Co. Ltd., Shipping, Forwarding and Customhouse Agents, Customhouse Quay, Wellington, who will carry out every detail and deliver the goods to you at the most reasonable charges. Write for further particulars.—Advt.: [956, 1787, 1104, 1876]
divider: [215, 892, 268, 893]
divider: [215, 729, 268, 730]
section-heading: LIMITATION OF ARMAMENTS.: [175, 965, 309, 975]
